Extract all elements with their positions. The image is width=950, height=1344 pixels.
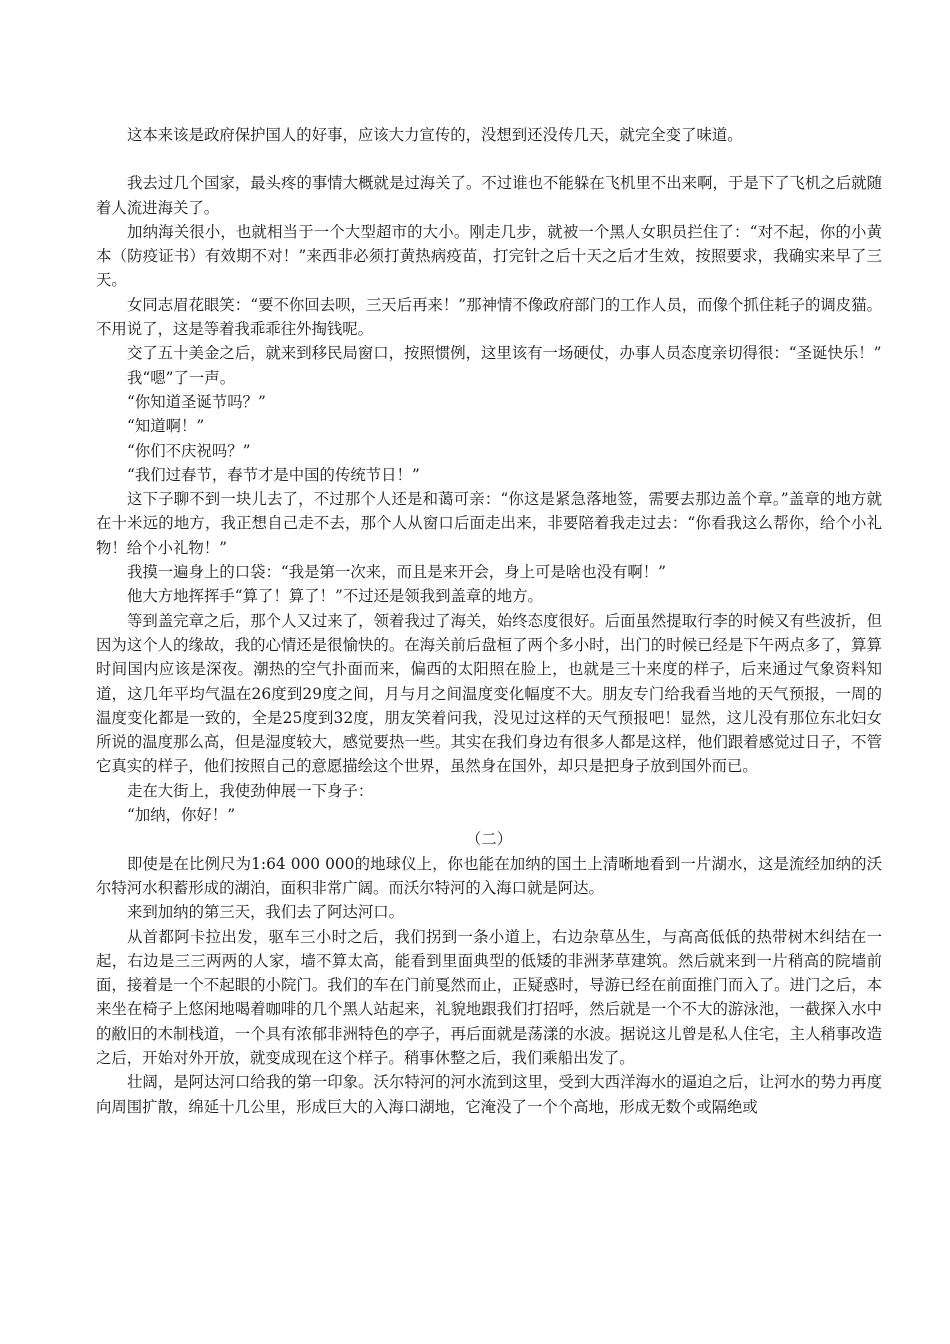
section1-paragraph-3: 女同志眉花眼笑：“要不你回去呗，三天后再来！”那神情不像政府部门的工作人员，而像个抓住耗子的调皮猫。不用说了，这是等着我乖乖往外掏钱呢。 bbox=[96, 295, 882, 339]
document-body bbox=[96, 123, 882, 1119]
section1-paragraph-11: 我摸一遍身上的口袋：“我是第一次来，而且是来开会，身上可是啥也没有啊！” bbox=[127, 563, 667, 582]
section1-paragraph-5: 我“嗯”了一声。 bbox=[127, 368, 236, 387]
section2-paragraph-3: 从首都阿卡拉出发，驱车三小时之后，我们拐到一条小道上，右边杂草丛生，与高高低低的热带树木纠结在一起，右边是三三两两的人家，墙不算太高，能看到里面典型的低矮的非洲茅草建筑。然后就来到一片稍高的院墙前面，接着是一个不起眼的小院门。我们的车在门前戛然而止，正疑惑时，导游已经在前面推门而入了。进门之后，本来坐在椅子上悠闲地喝着咖啡的几个黑人站起来，礼貌地跟我们打招呼，然后就是一个不大的游泳池，一截探入水中的敝旧的木制栈道，一个具有浓郁非洲特色的亭子，再后面就是荡漾的水波。据说这儿曾是私人住宅，主人稍事改造之后，开始对外开放，就变成现在这个样子。稍事休整之后，我们乘船出发了。 bbox=[96, 927, 882, 1067]
section1-paragraph-7: “知道啊！” bbox=[127, 417, 205, 436]
section1-paragraph-2: 加纳海关很小，也就相当于一个大型超市的大小。刚走几步，就被一个黑人女职员拦住了：“对不起，你的小黄本（防疫证书）有效期不对！”来西非必须打黄热病疫苗，打完针之后十天之后才生效，按照要求，我确实来早了三天。 bbox=[96, 222, 882, 290]
section1-paragraph-1: 我去过几个国家，最头疼的事情大概就是过海关了。不过谁也不能躲在飞机里不出来啊，于是下了飞机之后就随着人流进海关了。 bbox=[96, 174, 882, 217]
section1-paragraph-4: 交了五十美金之后，就来到移民局窗口，按照惯例，这里该有一场硬仗，办事人员态度亲切得很：“圣诞快乐！” bbox=[127, 344, 882, 363]
section2-paragraph-2: 来到加纳的第三天，我们去了阿达河口。 bbox=[127, 903, 405, 922]
section1-paragraph-13: 等到盖完章之后，那个人又过来了，领着我过了海关，始终态度很好。后面虽然提取行李的时候又有些波折，但因为这个人的缘故，我的心情还是很愉快的。在海关前后盘桓了两个多小时，出门的时候已经是下午两点多了，算算时间国内应该是深夜。潮热的空气扑面而来，偏西的太阳照在脸上，也就是三十来度的样子，后来通过气象资料知道，这几年平均气温在26度到29度之间，月与月之间温度变化幅度不大。朋友专门给我看当地的天气预报，一周的温度变化都是一致的，全是25度到32度，朋友笑着问我，没见过这样的天气预报吧！显然，这儿没有那位东北妇女所说的温度那么高，但是湿度较大，感觉要热一些。其实在我们身边有很多人都是这样，他们跟着感觉过日子，不管它真实的样子，他们按照自己的意愿描绘这个世界，虽然身在国外，却只是把身子放到国外而已。 bbox=[96, 611, 882, 776]
section2-heading: （二） bbox=[465, 830, 513, 849]
section1-paragraph-12: 他大方地挥挥手“算了！算了！”不过还是领我到盖章的地方。 bbox=[127, 587, 543, 606]
intro-paragraph: 这本来该是政府保护国人的好事，应该大力宣传的，没想到还没传几天，就完全变了味道。 bbox=[127, 126, 743, 144]
section2-paragraph-1: 即使是在比例尺为1:64 000 000的地球仪上，你也能在加纳的国土上清晰地看到一片湖水，这是流经加纳的沃尔特河水积蓄形成的湖泊，面积非常广阔。而沃尔特河的入海口就是阿达。 bbox=[96, 854, 882, 897]
section1-paragraph-6: “你知道圣诞节吗？” bbox=[127, 392, 266, 411]
section2-paragraph-4: 壮阔，是阿达河口给我的第一印象。沃尔特河的河水流到这里，受到大西洋海水的逼迫之后，让河水的势力再度向周围扩散，绵延十几公里，形成巨大的入海口湖地，它淹没了一个个高地，形成无数个或隔绝或 bbox=[96, 1073, 882, 1116]
section1-paragraph-9: “我们过春节，春节才是中国的传统节日！” bbox=[127, 465, 420, 484]
section1-paragraph-8: “你们不庆祝吗？” bbox=[127, 441, 251, 460]
section1-paragraph-15: “加纳，你好！” bbox=[127, 806, 236, 825]
section1-paragraph-10: 这下子聊不到一块儿去了，不过那个人还是和蔼可亲：“你这是紧急落地签，需要去那边盖个章。”盖章的地方就在十米远的地方，我正想自己走不去，那个人从窗口后面走出来，非要陪着我走过去：“你看我这么帮你，给个小礼物！给个小礼物！” bbox=[96, 490, 882, 557]
paragraph-spacer bbox=[96, 147, 882, 171]
section1-paragraph-14: 走在大街上，我使劲伸展一下身子： bbox=[127, 781, 374, 800]
